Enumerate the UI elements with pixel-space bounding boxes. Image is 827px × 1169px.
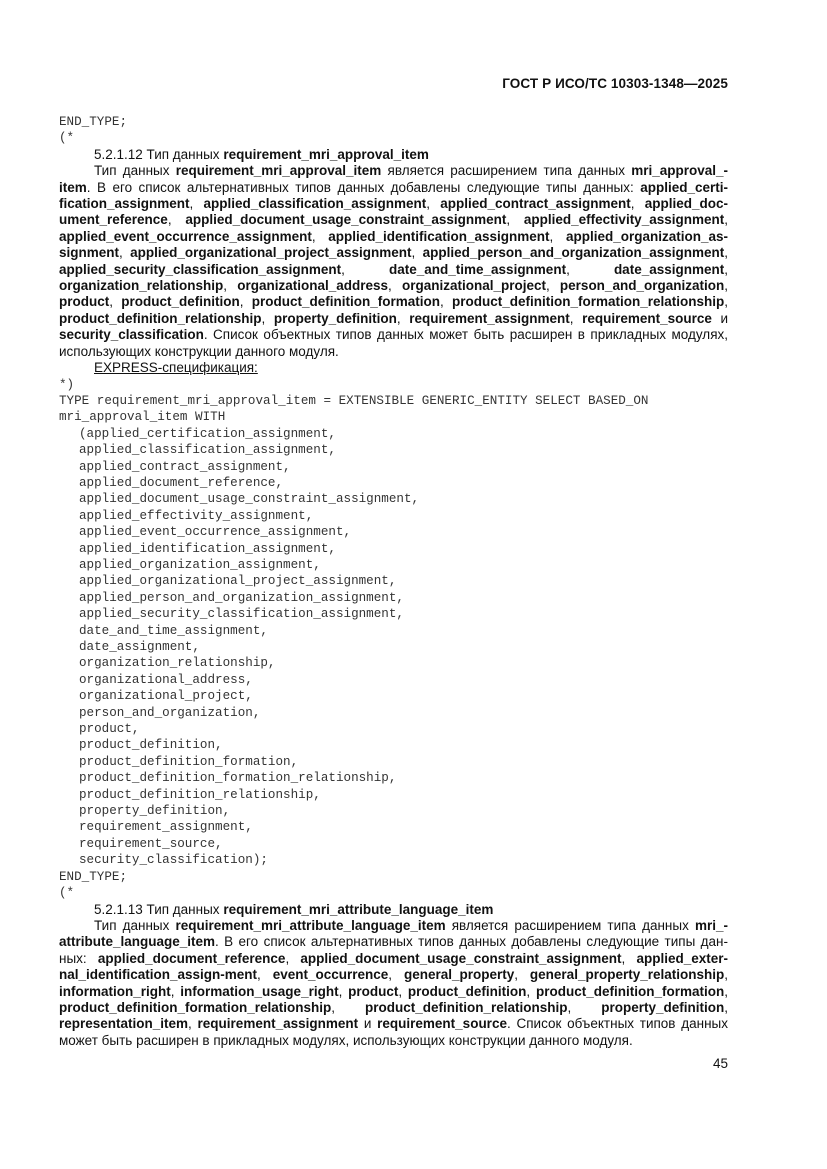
select-item: (applied_certification_assignment, — [79, 426, 336, 441]
heading-prefix: 5.2.1.13 Тип данных — [94, 901, 224, 917]
text-run: , — [338, 983, 349, 999]
text-run: и — [711, 310, 728, 326]
comment-open: (* — [59, 886, 75, 901]
type-name-ref: product_definition_formation — [251, 294, 440, 310]
text-run: Тип данных — [94, 917, 176, 933]
text-run: , — [724, 999, 728, 1015]
select-item: applied_contract_assignment, — [79, 459, 291, 474]
type-name-ref: applied_document_usage_constraint_assignment — [185, 212, 507, 228]
text-run: , — [331, 999, 365, 1015]
text-run: , — [724, 261, 728, 277]
type-name-ref: product_definition — [407, 983, 527, 999]
select-item: requirement_source, — [79, 836, 223, 851]
select-item: applied_organizational_project_assignment, — [79, 574, 397, 589]
text-run: . Список объектных типов данных может быть расширен в прикладных модулях, использующих конструкции данного модуля. — [59, 1016, 728, 1048]
type-name-ref: information_usage_right — [180, 983, 339, 999]
text-run: , — [439, 294, 452, 310]
text-run: , — [569, 310, 583, 326]
text-run: , — [396, 310, 410, 326]
type-name-ref: product — [348, 983, 399, 999]
text-run: , — [724, 212, 728, 228]
select-item: date_and_time_assignment, — [79, 623, 268, 638]
select-item: organizational_address, — [79, 672, 253, 687]
text-run: , — [545, 278, 560, 294]
text-run: , — [239, 294, 252, 310]
text-run: , — [398, 983, 408, 999]
type-name-ref: applied_classification_assignment — [203, 196, 427, 212]
type-name-ref: person_and_organization — [559, 278, 725, 294]
text-run: . В его список альтернативных типов данных добавлены следующие типы данных: — [86, 179, 641, 195]
text-run: , — [189, 196, 204, 212]
select-item: applied_security_classification_assignment, — [79, 607, 404, 622]
type-name-ref: product_definition_relationship — [364, 999, 568, 1015]
text-run: , — [261, 310, 274, 326]
type-name-ref: applied_identification_assignment — [328, 228, 550, 244]
select-item: applied_document_usage_constraint_assignment, — [79, 492, 420, 507]
text-run: , — [566, 261, 614, 277]
text-run: , — [724, 278, 728, 294]
text-run: . В его список альтернативных типов данных добавлены следующие типы данных: — [59, 934, 728, 966]
text-run: , — [426, 196, 441, 212]
end-type-line: END_TYPE; — [59, 115, 128, 129]
text-run: , — [311, 228, 329, 244]
type-name-ref: requirement_source — [582, 310, 712, 326]
type-name-ref: requirement_assignment — [409, 310, 570, 326]
text-run: , — [388, 967, 404, 983]
text-run: , — [567, 999, 602, 1015]
type-name-ref: property_definition — [601, 999, 725, 1015]
text-run: , — [724, 983, 728, 999]
type-name-ref: requirement_mri_attribute_language_item — [175, 917, 446, 933]
select-item: property_definition, — [79, 804, 231, 819]
text-run: является расширением типа данных — [381, 163, 632, 179]
text-run: , — [724, 967, 728, 983]
text-run: , — [285, 950, 301, 966]
section-paragraph — [59, 918, 728, 1049]
select-item: applied_document_reference, — [79, 475, 284, 490]
text-run: , — [223, 278, 238, 294]
type-name-ref: general_property — [403, 967, 515, 983]
text-run: Тип данных — [94, 163, 176, 179]
type-name-ref: applied_organization_assignment — [59, 228, 728, 261]
type-name-ref: property_definition — [273, 310, 397, 326]
type-name-ref: applied_document_usage_constraint_assignment — [300, 950, 622, 966]
heading-type-name: requirement_mri_approval_item — [223, 146, 429, 162]
type-name-ref: event_occurrence — [272, 967, 389, 983]
express-spec-label-text: EXPRESS-спецификация: — [94, 360, 258, 376]
type-name-ref: product_definition_formation_relationship — [59, 999, 332, 1015]
type-name-ref: organizational_project — [401, 278, 546, 294]
type-declaration-line: mri_approval_item WITH — [59, 410, 226, 425]
type-name-ref: applied_document_reference — [97, 950, 286, 966]
type-name-ref: applied_external_identification_assign-ment — [59, 950, 728, 983]
type-name-ref: applied_effectivity_assignment — [523, 212, 725, 228]
type-name-ref: requirement_assignment — [197, 1016, 359, 1032]
type-name-ref: product_definition_formation — [535, 983, 725, 999]
type-declaration-line: TYPE requirement_mri_approval_item = EXTENSIBLE GENERIC_ENTITY SELECT BASED_ON — [59, 393, 649, 408]
type-name-ref: applied_security_classification_assignment — [59, 261, 342, 277]
select-item: applied_identification_assignment, — [79, 541, 336, 556]
text-run: , — [167, 212, 186, 228]
type-name-ref: information_right — [59, 983, 171, 999]
select-item: applied_organization_assignment, — [79, 557, 321, 572]
heading-prefix: 5.2.1.12 Тип данных — [94, 146, 224, 162]
type-name-ref: requirement_mri_approval_item — [175, 163, 382, 179]
select-item: applied_event_occurrence_assignment, — [79, 525, 352, 540]
type-name-ref: security_classification — [59, 327, 204, 343]
type-name-ref: applied_document_reference — [59, 196, 728, 228]
type-name-ref: requirement_source — [377, 1016, 507, 1032]
text-run: , — [188, 1016, 198, 1032]
type-name-ref: mri_attribute_language_item — [59, 917, 729, 950]
select-item: product_definition_formation_relationship, — [79, 771, 397, 786]
select-item: security_classification); — [79, 853, 268, 868]
type-name-ref: organizational_address — [237, 278, 389, 294]
type-name-ref: product_definition_formation_relationship — [451, 294, 725, 310]
page-number: 45 — [712, 1056, 728, 1071]
type-name-ref: product_definition_relationship — [59, 310, 262, 326]
text-run: , — [506, 212, 524, 228]
text-run: , — [724, 294, 728, 310]
select-item: product_definition_relationship, — [79, 787, 321, 802]
type-name-ref: date_and_time_assignment — [389, 261, 567, 277]
text-run: , — [411, 245, 423, 261]
select-item: product_definition_formation, — [79, 754, 299, 769]
type-name-ref: product — [59, 294, 110, 310]
comment-open: (* — [59, 131, 75, 146]
select-item: applied_effectivity_assignment, — [79, 508, 314, 523]
select-item: date_assignment, — [79, 640, 200, 654]
text-run: , — [341, 261, 389, 277]
text-run: , — [109, 294, 122, 310]
section-heading-5-2-1-12 — [59, 147, 728, 163]
type-name-ref: applied_person_and_organization_assignment — [422, 245, 725, 261]
select-item: organizational_project, — [79, 689, 253, 704]
text-run: , — [119, 245, 131, 261]
heading-type-name: requirement_mri_attribute_language_item — [223, 901, 494, 917]
type-name-ref: applied_event_occurrence_assignment — [59, 228, 312, 244]
type-name-ref: applied_certification_assignment — [59, 179, 728, 212]
page-content — [59, 114, 728, 1049]
type-name-ref: representation_item — [59, 1016, 189, 1032]
end-type-line: END_TYPE; — [59, 869, 128, 884]
select-item: product, — [79, 722, 140, 737]
standard-header: ГОСТ Р ИСО/ТС 10303-1348—2025 — [502, 76, 728, 91]
select-item-list — [59, 426, 728, 869]
text-run: . Список объектных типов данных может быть расширен в прикладных модулях, использующих конструкции данного модуля. — [59, 327, 728, 359]
express-spec-label — [59, 360, 728, 376]
text-run: , — [514, 967, 530, 983]
text-run: , — [724, 245, 728, 261]
type-name-ref: organization_relationship — [59, 278, 224, 294]
text-run: , — [630, 196, 645, 212]
select-item: organization_relationship, — [79, 656, 276, 671]
text-run: и — [358, 1016, 378, 1032]
comment-close: *) — [59, 377, 75, 392]
select-item: requirement_assignment, — [79, 820, 253, 835]
text-run: , — [388, 278, 402, 294]
text-run: , — [621, 950, 637, 966]
type-name-ref: applied_contract_assignment — [440, 196, 631, 212]
text-run: , — [170, 983, 181, 999]
type-name-ref: applied_organizational_project_assignment — [130, 245, 412, 261]
select-item: applied_classification_assignment, — [79, 443, 336, 458]
type-name-ref: general_property_relationship — [529, 967, 725, 983]
type-name-ref: mri_approval_item — [59, 163, 728, 195]
section-paragraph — [59, 163, 728, 360]
select-item: person_and_organization, — [79, 705, 261, 720]
select-item: product_definition, — [79, 738, 223, 753]
type-name-ref: product_definition — [121, 294, 240, 310]
text-run: , — [549, 228, 566, 244]
text-run: является расширением типа данных — [445, 917, 695, 933]
text-run: , — [526, 983, 536, 999]
text-run: , — [257, 967, 273, 983]
select-item: applied_person_and_organization_assignment, — [79, 590, 404, 605]
type-name-ref: date_assignment — [613, 261, 725, 277]
section-heading-5-2-1-13 — [59, 902, 728, 918]
